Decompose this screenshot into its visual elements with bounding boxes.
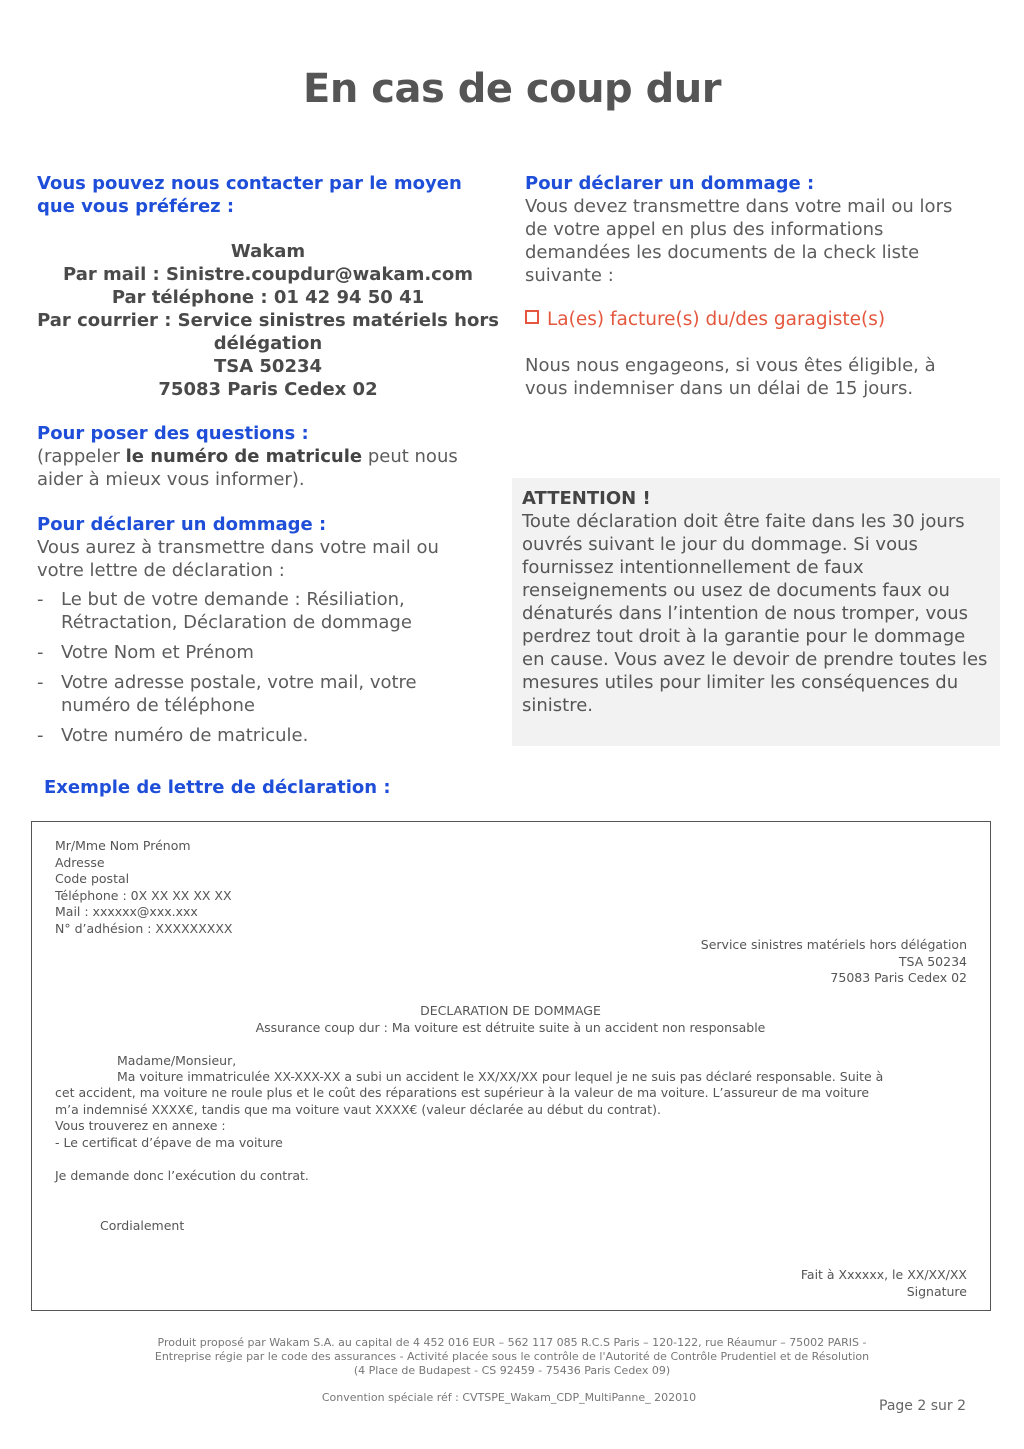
checklist-item-label: La(es) facture(s) du/des garagiste(s) — [547, 309, 886, 330]
page-number: Page 2 sur 2 — [879, 1398, 966, 1414]
footer-legal — [0, 1336, 1024, 1378]
recipient-tsa: TSA 50234 — [898, 953, 967, 969]
letter-subject — [32, 1003, 989, 1036]
list-item: - Votre numéro de matricule. — [37, 724, 477, 747]
attention-title: ATTENTION ! — [522, 488, 651, 509]
contact-city: 75083 Paris Cedex 02 — [158, 379, 378, 400]
questions-text-pre: (rappeler — [37, 446, 126, 467]
letter-salutation: Madame/Monsieur, — [117, 1053, 237, 1068]
list-item: - Le but de votre demande : Résiliation, Rétractation, Déclaration de dommage — [37, 588, 477, 634]
questions-text-bold: le numéro de matricule — [125, 446, 363, 467]
checklist-item — [525, 308, 985, 331]
example-heading: Exemple de lettre de déclaration : — [44, 777, 391, 798]
letter-closing: Cordialement — [100, 1218, 185, 1233]
footer-convention: Convention spéciale réf : CVTSPE_Wakam_CDP_MultiPanne_ 202010 — [321, 1391, 697, 1404]
letter-body-line-2: cet accident, ma voiture ne roule plus et le coût des réparations est supérieur à la valeur de ma voiture. L’assureur de ma voiture — [55, 1085, 870, 1100]
sender-membership: N° d’adhésion : XXXXXXXXX — [55, 920, 233, 936]
questions-heading: Pour poser des questions : — [37, 423, 309, 444]
declare-text-left: Vous aurez à transmettre dans votre mail ou votre lettre de déclaration : — [37, 537, 439, 581]
attention-text: Toute déclaration doit être faite dans les 30 jours ouvrés suivant le jour du dommage. Si vous fournissez intentionnellement de faux renseignements ou usez de documents faux ou dénaturés dans l’intention de nous tromper, vous perdrez tout droit à la garantie pour le dommage en cause. Vous avez le devoir de prendre toutes les mesures utiles pour limiter les conséquences du sinistre. — [522, 511, 988, 716]
contact-phone: Par téléphone : 01 42 94 50 41 — [111, 287, 425, 308]
contact-mail-address: Par courrier : Service sinistres matériels hors délégation — [37, 310, 499, 354]
letter-body-line-4: Vous trouverez en annexe : — [55, 1118, 226, 1133]
letter-sender — [55, 838, 232, 937]
sender-postal-code: Code postal — [55, 871, 130, 886]
letter-signature-block — [532, 1267, 967, 1300]
letter-subject-title: DECLARATION DE DOMMAGE — [420, 1003, 601, 1018]
contact-block — [37, 240, 499, 401]
list-item: - Votre Nom et Prénom — [37, 641, 477, 664]
declare-list — [37, 588, 477, 754]
recipient-service: Service sinistres matériels hors délégation — [700, 937, 967, 952]
attention-box — [512, 478, 1000, 746]
letter-body-line-3: m’a indemnisé XXXX€, tandis que ma voiture vaut XXXX€ (valeur déclarée au début du contrat). — [55, 1102, 661, 1117]
sender-phone: Téléphone : 0X XX XX XX XX — [55, 887, 232, 903]
letter-request: Je demande donc l’exécution du contrat. — [55, 1168, 309, 1183]
declare-heading-right: Pour déclarer un dommage : — [525, 173, 815, 194]
questions-text — [37, 445, 477, 491]
checkbox-icon — [525, 310, 539, 324]
recipient-city: 75083 Paris Cedex 02 — [830, 970, 967, 985]
footer-line-3: (4 Place de Budapest - CS 92459 - 75436 Paris Cedex 09) — [353, 1364, 671, 1377]
letter-subject-line: Assurance coup dur : Ma voiture est détruite suite à un accident non responsable — [255, 1019, 766, 1035]
footer-line-1: Produit proposé par Wakam S.A. au capital de 4 452 016 EUR – 562 117 085 R.C.S Paris – 120-122, rue Réaumur – 75002 PARIS - — [157, 1336, 867, 1349]
footer-line-2: Entreprise régie par le code des assurances - Activité placée sous le contrôle de l'Autorité de Contrôle Prudentiel et de Résolution — [154, 1350, 870, 1363]
letter-body-line-1: Ma voiture immatriculée XX-XXX-XX a subi un accident le XX/XX/XX pour lequel je ne suis pas déclaré responsable. Suite à — [117, 1069, 884, 1084]
page-title: En cas de coup dur — [303, 66, 721, 112]
contact-email: Par mail : Sinistre.coupdur@wakam.com — [63, 264, 473, 285]
declare-heading-left: Pour déclarer un dommage : — [37, 514, 327, 535]
sender-address: Adresse — [55, 854, 105, 870]
engagement-text: Nous nous engageons, si vous êtes éligible, à vous indemniser dans un délai de 15 jours. — [525, 355, 936, 399]
letter-signature: Signature — [906, 1283, 967, 1299]
declare-text-right: Vous devez transmettre dans votre mail ou lors de votre appel en plus des informations demandées les documents de la check liste suivante : — [525, 196, 953, 286]
list-item: - Votre adresse postale, votre mail, votre numéro de téléphone — [37, 671, 477, 717]
letter-recipient — [532, 937, 967, 987]
contact-tsa: TSA 50234 — [213, 356, 323, 377]
letter-place-date: Fait à Xxxxxx, le XX/XX/XX — [800, 1267, 967, 1282]
letter-example — [31, 821, 991, 1311]
sender-mail: Mail : xxxxxx@xxx.xxx — [55, 904, 198, 919]
questions-text-post: peut nous aider à mieux vous informer). — [37, 446, 458, 490]
sender-name: Mr/Mme Nom Prénom — [55, 838, 191, 853]
letter-body-line-5: - Le certificat d’épave de ma voiture — [55, 1135, 283, 1150]
contact-company: Wakam — [230, 241, 306, 262]
contact-heading: Vous pouvez nous contacter par le moyen que vous préférez : — [37, 173, 462, 217]
